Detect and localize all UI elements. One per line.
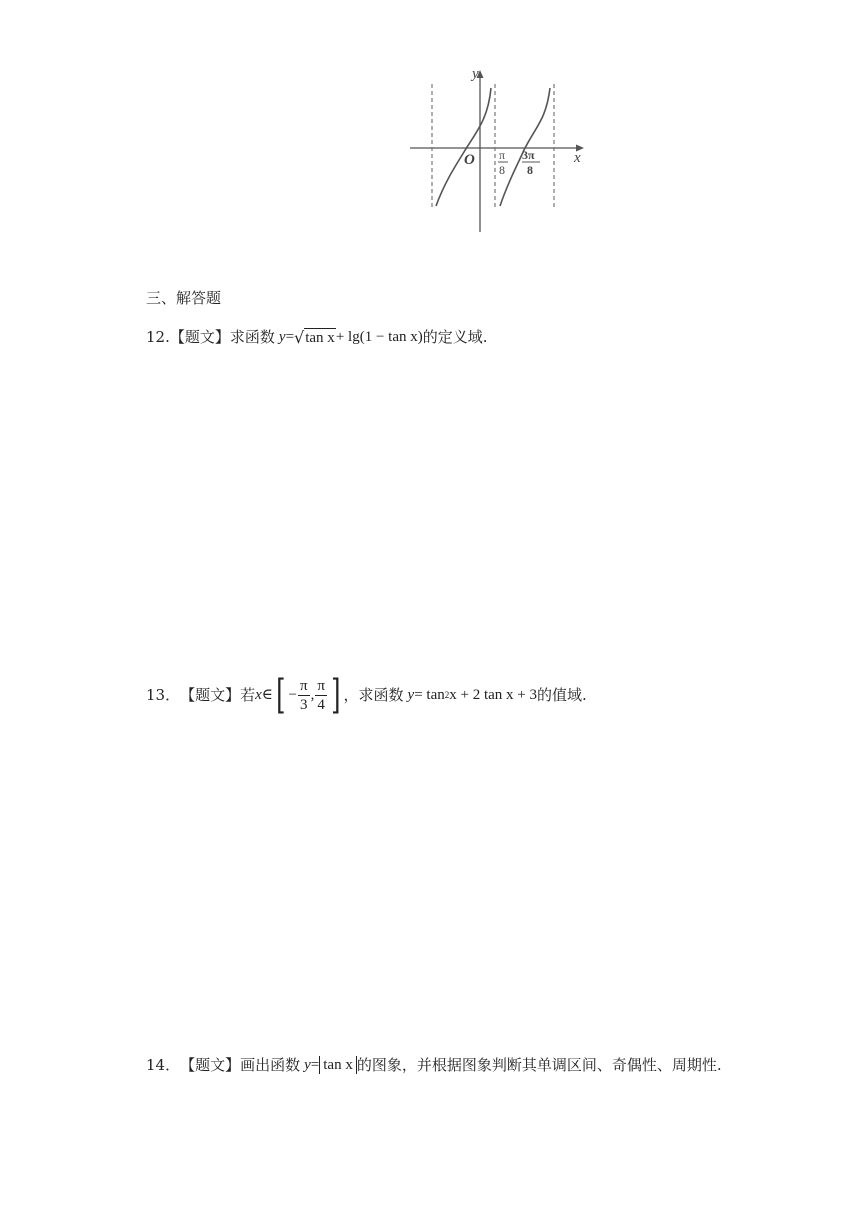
fraction-numerator: π — [317, 677, 325, 694]
tick-pi-8-denominator: 8 — [499, 163, 505, 177]
absolute-value-expression: tan x — [319, 1056, 357, 1074]
problem-number: 12. — [146, 328, 170, 346]
square-root-expression — [294, 328, 336, 347]
fraction-pi-over-4 — [315, 677, 327, 714]
problem-mid-text: ，求函数 — [343, 686, 404, 704]
math-var-x: x — [255, 687, 262, 703]
math-comma: , — [310, 687, 315, 703]
problem-tail-text: 的值域. — [536, 686, 587, 704]
problem-lead-text: 若 — [240, 686, 256, 704]
problem-tag: 【题文】 — [169, 328, 230, 346]
section-title: 三、解答题 — [146, 289, 222, 307]
math-var-y: y — [278, 329, 286, 345]
left-bracket: [ — [276, 672, 286, 718]
x-axis-label: x — [574, 150, 581, 166]
y-axis-label: y — [472, 66, 479, 82]
curve-branch-right — [500, 88, 550, 206]
problem-tag: 【题文】 — [180, 686, 241, 704]
problem-tail-text: 的定义域. — [422, 328, 488, 346]
tick-3pi-8-numerator: 3π — [522, 148, 535, 162]
function-graph — [404, 64, 594, 238]
graph-svg — [404, 64, 594, 238]
origin-label: O — [464, 152, 475, 168]
curve-branch-left — [436, 88, 491, 206]
right-bracket: ] — [331, 672, 341, 718]
problem-tail-text: 的图象，并根据图象判断其单调区间、奇偶性、周期性. — [356, 1056, 722, 1074]
math-equals: = — [285, 329, 295, 345]
problem-lead-text: 画出函数 — [240, 1056, 301, 1074]
math-var-y: y — [304, 1057, 311, 1073]
problem-13 — [146, 668, 587, 722]
math-exponent: 2 — [444, 690, 450, 700]
problem-14 — [146, 1054, 722, 1076]
radicand: tan x — [305, 329, 335, 346]
math-element-of: ∈ — [261, 687, 273, 703]
math-plus-lg: + lg — [335, 329, 360, 345]
tick-pi-8-numerator: π — [499, 148, 506, 162]
math-equals-tan: = tan — [414, 687, 445, 703]
fraction-pi-over-3 — [298, 677, 310, 714]
log-argument: (1 − tan x) — [359, 329, 423, 345]
math-var-y: y — [407, 687, 415, 703]
radical-sign: √ — [294, 327, 305, 347]
math-equals: = — [310, 1057, 320, 1073]
math-expression: x + 2 tan x + 3 — [449, 687, 537, 703]
problem-lead-text: 求函数 — [229, 328, 275, 346]
fraction-denominator: 3 — [300, 696, 308, 713]
problem-12 — [146, 326, 488, 348]
problem-tag: 【题文】 — [180, 1056, 241, 1074]
fraction-denominator: 4 — [317, 696, 325, 713]
tick-3pi-8-denominator: 8 — [527, 163, 533, 177]
problem-number: 13． — [146, 686, 181, 704]
problem-number: 14． — [146, 1056, 181, 1074]
fraction-numerator: π — [299, 677, 308, 694]
math-negative-sign: − — [288, 687, 297, 703]
